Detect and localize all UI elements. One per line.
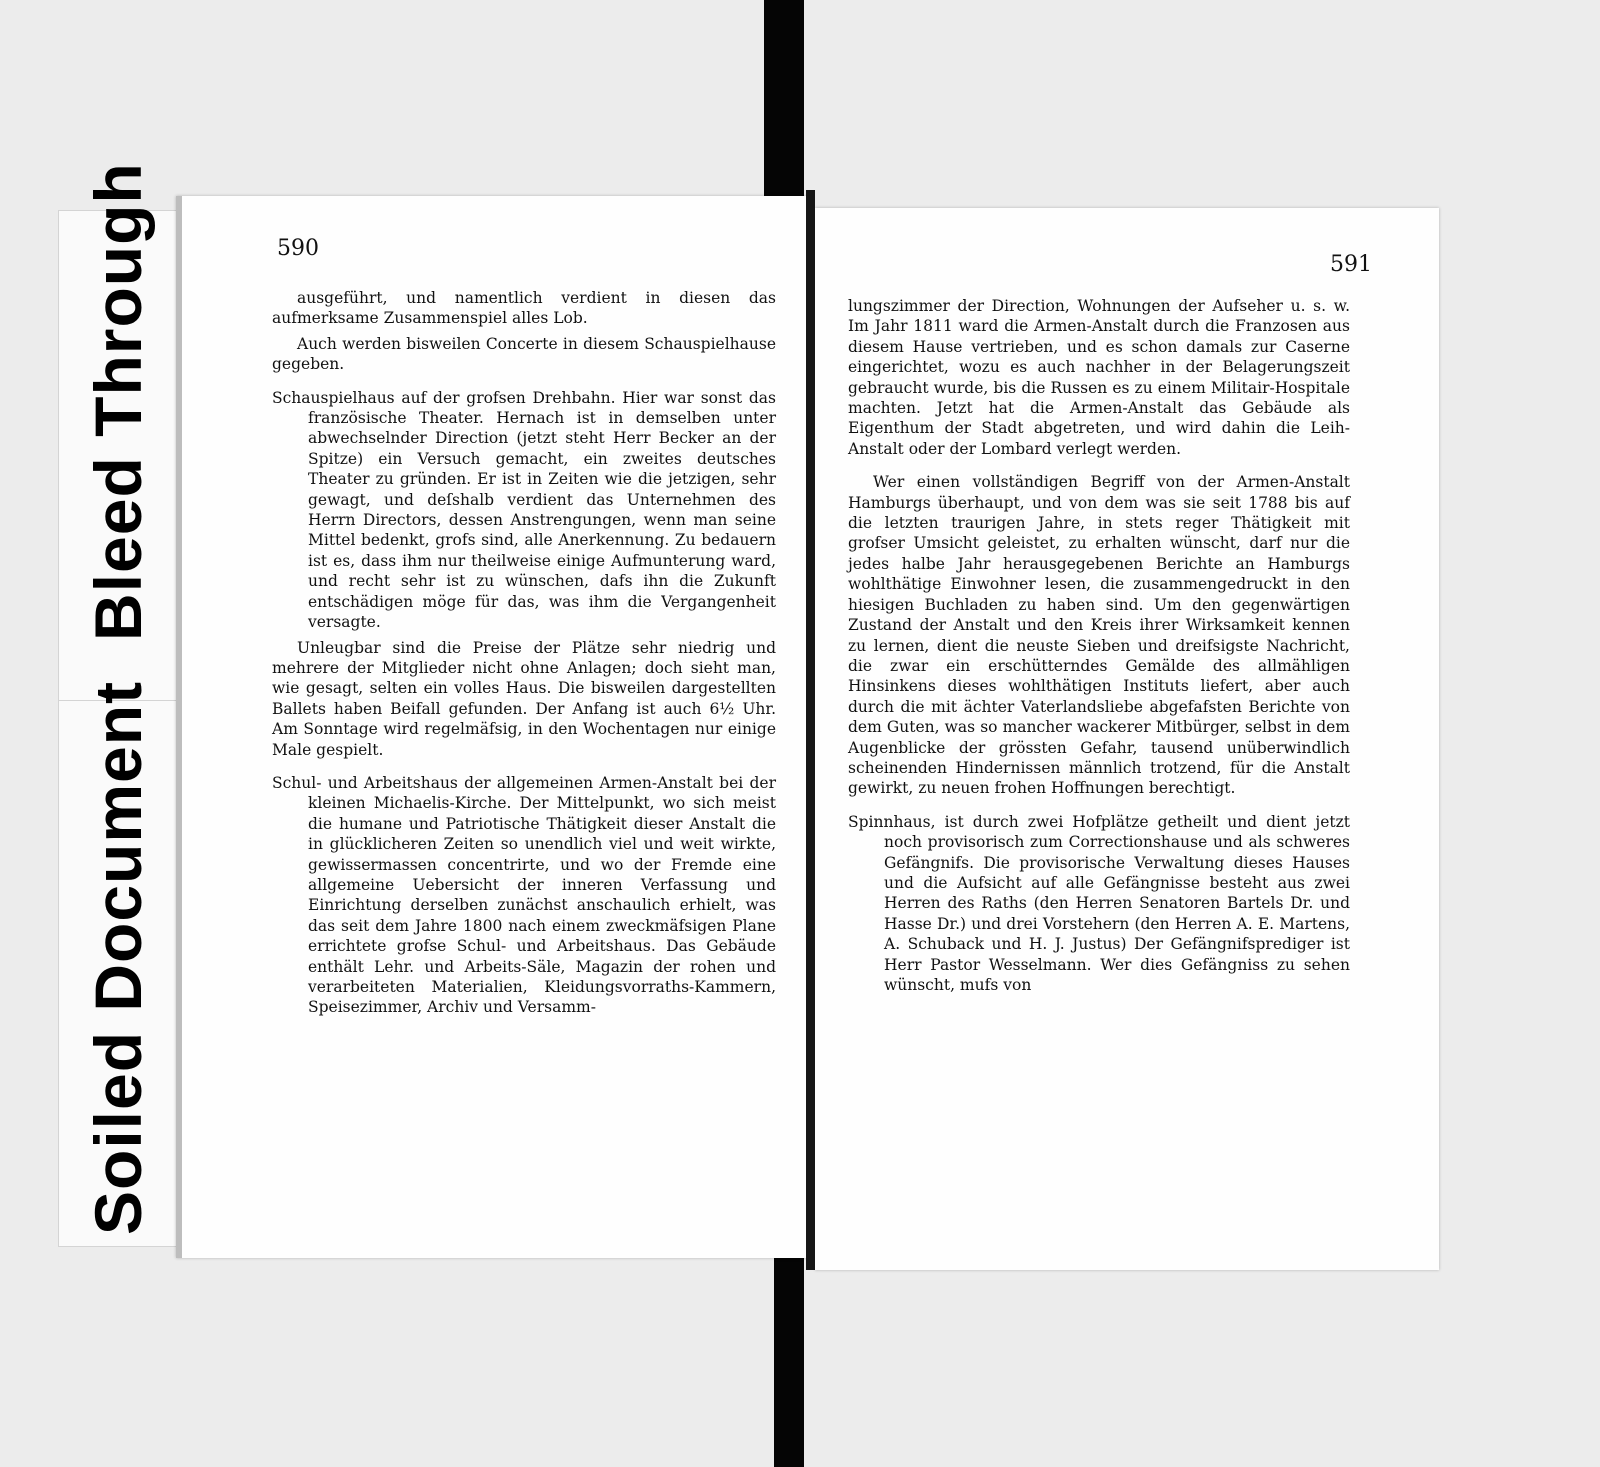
entry-schauspielhaus: Schauspielhaus auf der grofsen Drehbahn. Hier war sonst das französische Theater. Hernach ist in demselben unter abwechselnder Direction (jetzt steht Herr Becker an der Spitze) ein Versuch gemacht, ein zweites deutsches Theater zu gründen. Er ist in Zeiten wie die jetzigen, sehr gewagt, und deſshalb verdient das Unternehmen des Herrn Directors, dessen Anstrengungen, wenn man seine Mittel bedenkt, grofs sind, alle Anerkennung. Zu bedauern ist es, dass ihm nur theilweise einige Aufmunterung ward, und recht sehr ist zu wünschen, dafs ihn die Zukunft entschädigen möge für das, was ihm die Vergangenheit versagte. [272, 388, 776, 632]
entry-spinnhaus: Spinnhaus, ist durch zwei Hofplätze getheilt und dient jetzt noch provisorisch zum Correctionshause und als schweres Gefängnifs. Die provisorische Verwaltung dieses Hauses und die Aufsicht auf alle Gefängnisse besteht aus zwei Herren des Raths (den Herren Senatoren Bartels Dr. und Hasse Dr.) und drei Vorstehern (den Herren A. E. Martens, A. Schuback und H. J. Justus) Der Gefängnifsprediger ist Herr Pastor Wesselmann. Wer dies Gefängniss zu sehen wünscht, mufs von [848, 812, 1350, 994]
paragraph: ausgeführt, und namentlich verdient in diesen das aufmerksame Zusammenspiel alles Lob. [272, 289, 776, 328]
stamp-soiled-document: Soiled Document [81, 680, 155, 1235]
right-page-text [848, 296, 1350, 995]
book-spine-bottom [774, 1255, 804, 1467]
book-gutter [806, 190, 815, 1270]
entry-schul-und-arbeitshaus: Schul- und Arbeitshaus der allgemeinen Armen-Anstalt bei der kleinen Michaelis-Kirche. Der Mittelpunkt, wo sich meist die humane und Patriotische Thätigkeit dieser Anstalt die in glücklicheren Zeiten so unendlich viel und weit wirkte, gewissermassen concentrirte, und wo der Fremde eine allgemeine Uebersicht der inneren Verfassung und Einrichtung derselben zunächst anschaulich erhielt, was das seit dem Jahre 1800 nach einem zweckmäfsigen Plane errichtete grofse Schul- und Arbeitshaus. Das Gebäude enthält Lehr. und Arbeits-Säle, Magazin der rohen und verarbeiteten Materialien, Kleidungsvorraths-Kammern, Speisezimmer, Archiv und Versamm- [272, 773, 776, 1017]
left-page-number: 590 [277, 236, 319, 261]
book-spine-top [764, 0, 804, 205]
paragraph: Unleugbar sind die Preise der Plätze sehr niedrig und mehrere der Mitglieder nicht ohne Anlagen; doch sieht man, wie gesagt, selten ein volles Haus. Die bisweilen dargestellten Ballets haben Beifall gefunden. Der Anfang ist auch 6½ Uhr. Am Sonntage wird regelmäfsig, in den Wochentagen nur einige Male gespielt. [272, 638, 776, 759]
paragraph: lungszimmer der Direction, Wohnungen der Aufseher u. s. w. Im Jahr 1811 ward die Armen-Anstalt durch die Franzosen aus diesem Hause vertrieben, und es schon damals zur Caserne eingerichtet, wozu es auch nachher in der Belagerungszeit gebraucht wurde, bis die Russen es zu einem Militair-Hospitale machten. Jetzt hat die Armen-Anstalt das Gebäude als Eigenthum der Stadt abgetreten, und wird dahin die Leih-Anstalt oder der Lombard verlegt werden. [848, 297, 1350, 458]
left-page-text [272, 288, 776, 1018]
paragraph: Auch werden bisweilen Concerte in diesem Schauspielhause gegeben. [272, 334, 776, 374]
paragraph: Wer einen vollständigen Begriff von der Armen-Anstalt Hamburgs überhaupt, und von dem was sie seit 1788 bis auf die letzten traurigen Jahre, in stets reger Thätigkeit mit grofser Umsicht geleistet, zu erhalten wünscht, darf nur die jedes halbe Jahr herausgegebenen Berichte an Hamburgs wohlthätige Einwohner lesen, die zusammengedruckt in den hiesigen Buchladen zu haben sind. Um den gegenwärtigen Zustand der Anstalt und den Kreis ihrer Wirksamkeit kennen zu lernen, dient die neuste Sieben und dreifsigste Nachricht, die zwar ein erschütterndes Gemälde des allmähligen Hinsinkens dieses wohlthätigen Instituts liefert, aber auch durch die mit ächter Vaterlandsliebe abgefafsten Berichte von dem Guten, was so mancher wackerer Mitbürger, selbst in dem Augenblicke der grössten Gefahr, tausend unüberwindlich scheinenden Hindernissen männlich trotzend, für die Anstalt gewirkt, zu neuen frohen Hoffnungen berechtigt. [848, 473, 1350, 798]
quality-warning-stamp [80, 162, 156, 1235]
stamp-bleed-through: Bleed Through [81, 162, 155, 641]
right-page-number: 591 [1330, 252, 1372, 277]
